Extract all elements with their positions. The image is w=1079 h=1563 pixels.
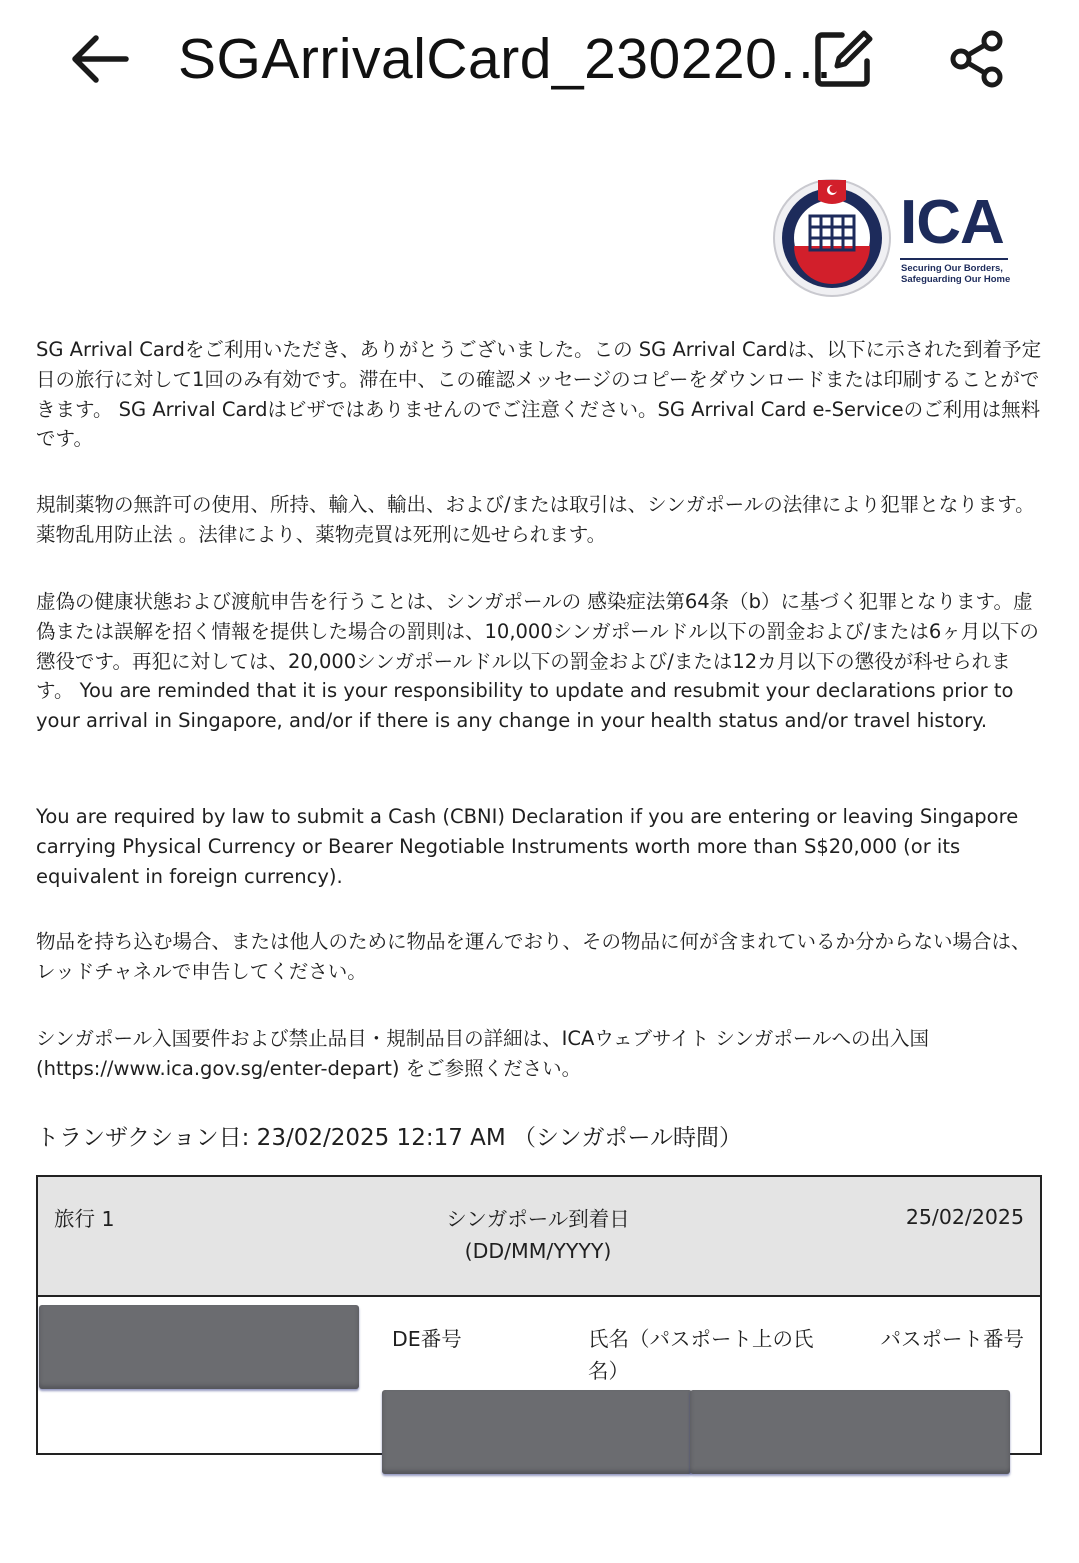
redacted-block [382, 1390, 692, 1474]
logo-tagline-2: Safeguarding Our Home [901, 274, 1011, 285]
transaction-date: トランザクション日: 23/02/2025 12:17 AM （シンガポール時間） [36, 1125, 743, 1151]
false-declaration-paragraph: 虚偽の健康状態および渡航申告を行うことは、シンガポールの 感染症法第64条（b）に基づく犯罪となります。虚偽または誤解を招く情報を提供した場合の罰則は、10,000シンガポールドル以下の罰金および/または6ヶ月以下の懲役です。再犯に対しては、20,000シンガポールドル以下の罰金および/または12カ月以下の懲役が科せられます。 You are reminded that it is your responsibility to update and resubmit your declarations prior to your arrival in Singapore, and/or if there is any change in your health status and/or travel history. [36, 590, 1039, 733]
back-button[interactable] [66, 28, 132, 90]
de-number-label: DE番号 [392, 1327, 462, 1351]
trip-label: 旅行 1 [54, 1207, 115, 1231]
redacted-block [39, 1305, 359, 1389]
ica-logo [772, 174, 1012, 300]
ica-website-paragraph: シンガポール入国要件および禁止品目・規制品目の詳細は、ICAウェブサイト シンガポールへの出入国 (https://www.ica.gov.sg/enter-depart) をご参照ください。 [36, 1027, 930, 1080]
passport-number-label: パスポート番号 [880, 1327, 1024, 1351]
ica-wordmark: ICA [900, 188, 1004, 257]
share-button[interactable] [946, 28, 1008, 90]
logo-tagline-1: Securing Our Borders, [901, 263, 1003, 274]
cash-declaration-paragraph: You are required by law to submit a Cash (CBNI) Declaration if you are entering or leaving Singapore carrying Physical Currency or Bearer Negotiable Instruments worth more than S$20,000 (or its equivalent in foreign currency). [36, 805, 1019, 888]
edit-icon [812, 28, 874, 90]
ica-emblem-icon [772, 174, 892, 300]
edit-button[interactable] [812, 28, 874, 90]
arrow-left-icon [66, 28, 132, 90]
passport-name-label: 氏名（パスポート上の氏名） [588, 1327, 814, 1383]
logo-divider [900, 258, 1008, 260]
drug-warning-paragraph: 規制薬物の無許可の使用、所持、輸入、輸出、および/または取引は、シンガポールの法律により犯罪となります。 薬物乱用防止法 。法律により、薬物売買は死刑に処せられます。 [36, 493, 1045, 546]
red-channel-paragraph: 物品を持ち込む場合、または他人のために物品を運んでおり、その物品に何が含まれているか分からない場合は、レッドチャネルで申告してください。 [36, 930, 1031, 983]
redacted-block [690, 1390, 1010, 1474]
arrival-date-value: 25/02/2025 [905, 1205, 1024, 1229]
share-icon [946, 28, 1008, 90]
document-title: SGArrivalCard_230220… [178, 27, 835, 91]
top-app-bar [0, 0, 1079, 118]
arrival-date-label: シンガポール到着日 (DD/MM/YYYY) [446, 1207, 630, 1263]
intro-paragraph: SG Arrival Cardをご利用いただき、ありがとうございました。この SG Arrival Cardは、以下に示された到着予定日の旅行に対して1回のみ有効です。滞在中、この確認メッセージのコピーをダウンロードまたは印刷することができます。 SG Arrival Cardはビザではありませんのでご注意ください。SG Arrival Card e-Serviceのご利用は無料です。 [36, 338, 1042, 451]
